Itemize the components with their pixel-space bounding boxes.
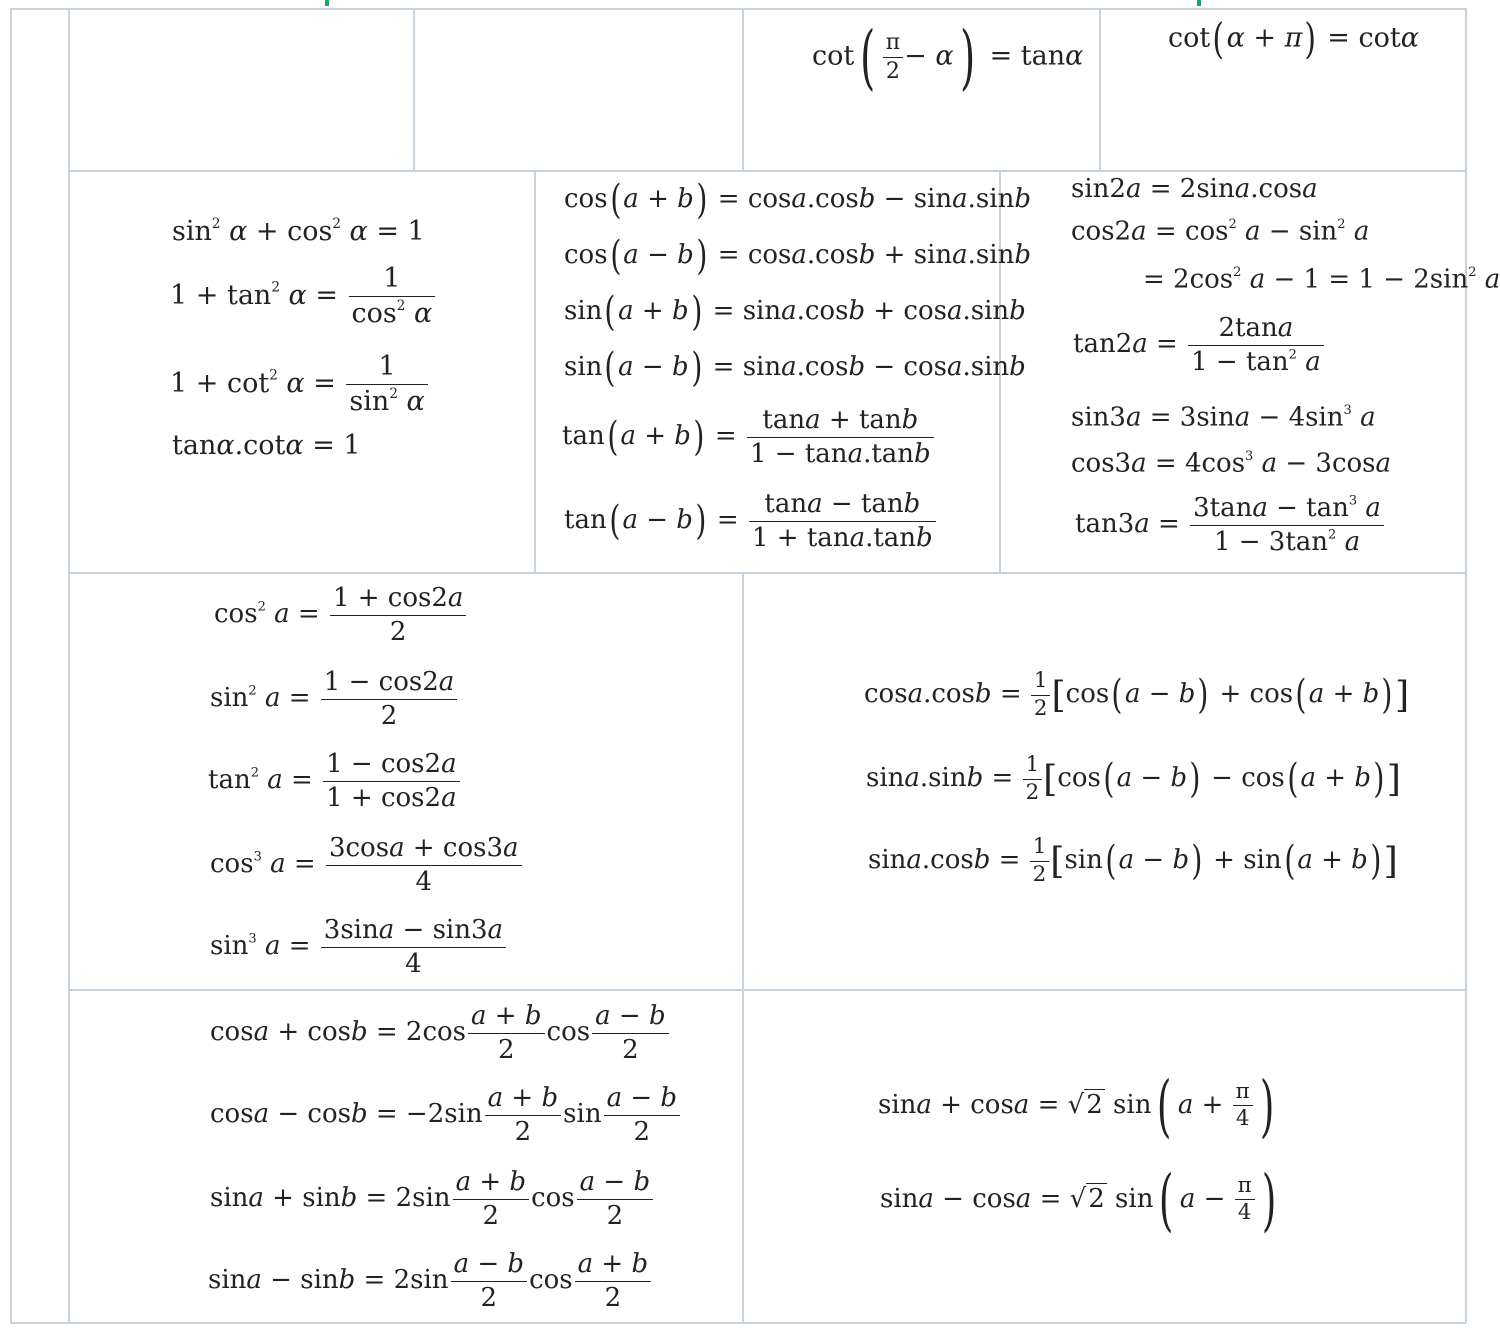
formula-cot-period: cot(α + π) = cotα: [1168, 14, 1419, 63]
formula-cos3-reduce: $\cos^3 a$ = $\frac{3\cos a + \cos 3a}{4}$: [210, 832, 524, 898]
formula-tan-cot: tanα.cotα = 1: [172, 430, 361, 461]
formula-tan-diff: tan(a − b) = $\frac{\tan a - \tan b}{1 + \tan a.\tan b}$: [564, 488, 938, 554]
formula-tan3a: tan3a = $\frac{3\tan a - \tan^3 a}{1 - 3\tan^2 a}$: [1075, 492, 1386, 558]
formula-sin3a: $\sin 3a = 3\sin a - 4\sin^3$ a: [1071, 402, 1376, 433]
grid-left-outer: [10, 8, 12, 1323]
formula-tan-sum: tan(a + b) = $\frac{\tan a + \tan b}{1 - \tan a.\tan b}$: [562, 404, 936, 470]
formula-sin-plus-cos: sina + cosa = √2 sin( a + $\frac{\pi}{4}$ ): [878, 1066, 1275, 1145]
formula-diff-cos: cosa − cosb = −2sin $\frac{a + b}{2}$ sin $\frac{a - b}{2}$: [210, 1082, 682, 1148]
grid-r1-c2: [742, 8, 744, 170]
grid-row2-bottom: [68, 572, 1466, 574]
grid-r2-c1: [534, 170, 536, 572]
formula-sin-minus-cos: sina − cosa = √2 sin( a − $\frac{\pi}{4}$ ): [880, 1160, 1277, 1239]
formula-cos-diff: cos(a − b) = cosa.cosb + sina.sinb: [564, 232, 1031, 279]
accent-mark-left: [325, 0, 329, 6]
formula-tan2a: tan2a = $\frac{2\tan a}{1 - \tan^2 a}$: [1073, 312, 1326, 378]
formula-product-sincos: sina.cosb = $\frac{1}{2}$ [sin(a − b) + sin(a + b)]: [868, 834, 1398, 887]
grid-bottom: [10, 1322, 1466, 1324]
grid-r1-c1: [413, 8, 415, 170]
grid-row1-bottom: [68, 170, 1466, 172]
formula-cot-csc: $1 + \cot^2 \alpha$ = $\frac{1}{\sin^2 \alpha}$: [170, 350, 430, 419]
formula-pythagorean: $\sin^2 \alpha + \cos^2 \alpha = 1$: [172, 216, 425, 248]
formula-cos-sum: cos(a + b) = cosa.cosb − sina.sinb: [564, 176, 1031, 223]
formula-cos2a: $\cos 2a = \cos^2 a - \sin^2 a$: [1071, 216, 1370, 247]
grid-row3-bottom: [68, 989, 1466, 991]
accent-mark-right: [1197, 0, 1201, 6]
formula-sum-sin: sina + sinb = 2sin $\frac{a + b}{2}$ cos $\frac{a - b}{2}$: [210, 1166, 655, 1232]
formula-sin2a: sin2a = 2sina.cosa: [1071, 174, 1318, 204]
grid-r34-mid: [742, 572, 744, 1323]
formula-tan2-reduce: $\tan^2 a$ = $\frac{1 - \cos 2a}{1 + \cos 2a}$: [208, 748, 462, 814]
formula-cos3a: $\cos 3a = 4\cos^3$ a − 3cosa: [1071, 448, 1392, 479]
formula-cos2-reduce: $\cos^2 a$ = $\frac{1 + \cos 2a}{2}$: [214, 582, 468, 648]
formula-sin2-reduce: $\sin^2 a$ = $\frac{1 - \cos 2a}{2}$: [210, 666, 459, 732]
formula-cot-complement: cot( $\frac{\pi}{2}$ − α) = tanα: [812, 16, 1084, 98]
grid-r1-c3: [1099, 8, 1101, 170]
formula-sum-cos: cosa + cosb = 2cos $\frac{a + b}{2}$ cos $\frac{a - b}{2}$: [210, 1000, 671, 1066]
grid-left-inner: [68, 8, 70, 1323]
grid-right: [1465, 8, 1467, 1323]
formula-sin-diff: sin(a − b) = sina.cosb − cosa.sinb: [564, 344, 1026, 391]
formula-diff-sin: sina − sinb = 2sin $\frac{a - b}{2}$ cos $\frac{a + b}{2}$: [208, 1248, 653, 1314]
formula-product-sinsin: sina.sinb = $\frac{1}{2}$ [cos(a − b) − cos(a + b)]: [866, 752, 1401, 805]
formula-sin3-reduce: $\sin^3 a$ = $\frac{3\sin a - \sin 3a}{4}$: [210, 914, 508, 980]
formula-tan-sec: $1 + \tan^2 \alpha$ = $\frac{1}{\cos^2 \alpha}$: [170, 262, 437, 331]
formula-sin-sum: sin(a + b) = sina.cosb + cosa.sinb: [564, 288, 1026, 335]
grid-top: [10, 8, 1466, 10]
formula-cos2a-alt: = $2\cos^2$ $a - 1 = 1 - 2\sin^2$ a: [1143, 264, 1500, 295]
formula-product-coscos: cosa.cosb = $\frac{1}{2}$ [cos(a − b) + cos(a + b)]: [864, 668, 1410, 721]
